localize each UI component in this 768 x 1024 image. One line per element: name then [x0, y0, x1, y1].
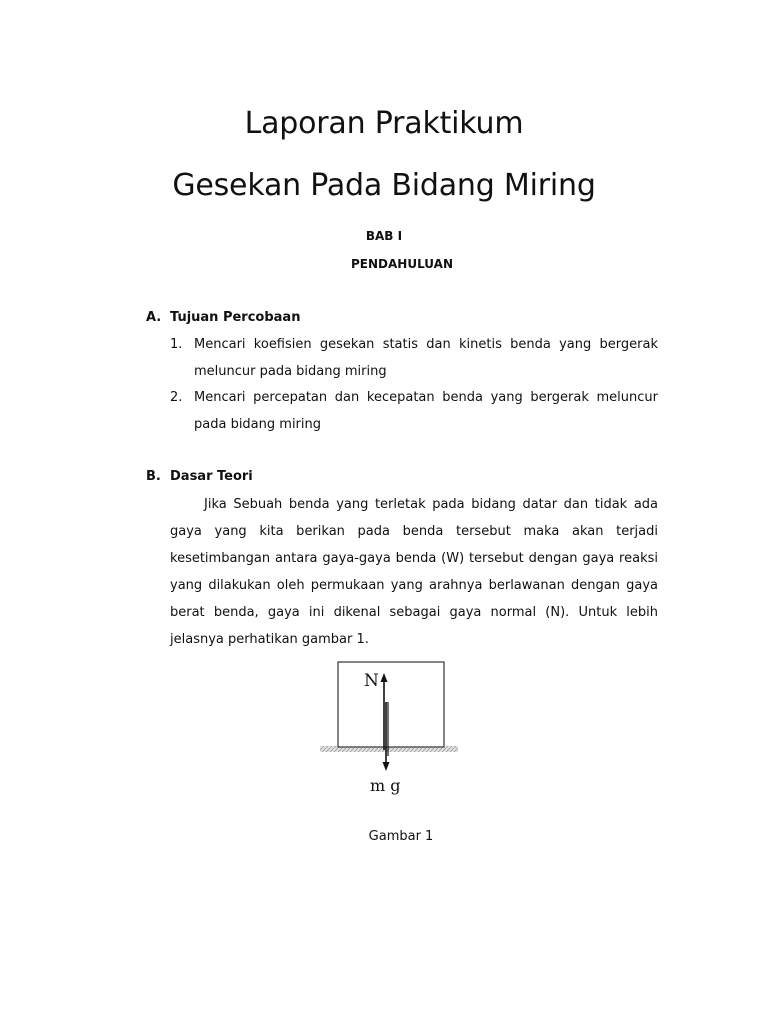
section-b-heading — [146, 469, 253, 484]
objective-text: Mencari koefisien gesekan statis dan kinetis benda yang bergerak meluncur pada bidang miring — [194, 337, 658, 379]
theory-paragraph: Jika Sebuah benda yang terletak pada bidang datar dan tidak ada gaya yang kita berikan pada benda tersebut maka akan terjadi kesetimbangan antara gaya-gaya benda (W) tersebut dengan gaya reaksi yang dilakukan oleh permukaan yang arahnya berlawanan dengan gaya berat benda, gaya ini dikenal sebagai gaya normal (N). Untuk lebih jelasnya perhatikan gambar 1. — [170, 497, 658, 647]
block — [338, 662, 444, 747]
objective-number: 1. — [170, 337, 183, 352]
objective-number: 2. — [170, 390, 183, 405]
section-b-letter: B. — [146, 469, 161, 484]
chapter-title: PENDAHULUAN — [351, 257, 453, 271]
normal-force-diagram — [318, 660, 462, 798]
section-b-title: Dasar Teori — [170, 469, 253, 484]
report-title: Laporan Praktikum — [244, 106, 524, 141]
figure-caption: Gambar 1 — [368, 829, 434, 844]
normal-force-label: N — [364, 671, 379, 691]
report-subtitle: Gesekan Pada Bidang Miring — [172, 168, 596, 203]
section-a-heading — [146, 310, 300, 325]
section-a-title: Tujuan Percobaan — [170, 310, 301, 325]
objective-item — [170, 384, 658, 438]
objective-item — [170, 331, 658, 385]
weight-force-label: m g — [370, 776, 401, 795]
weight-arrowhead-icon — [383, 762, 390, 771]
diagram-svg — [318, 660, 462, 798]
chapter-number: BAB I — [365, 229, 403, 243]
objective-text: Mencari percepatan dan kecepatan benda yang bergerak meluncur pada bidang miring — [194, 390, 658, 432]
section-a-letter: A. — [146, 310, 162, 325]
